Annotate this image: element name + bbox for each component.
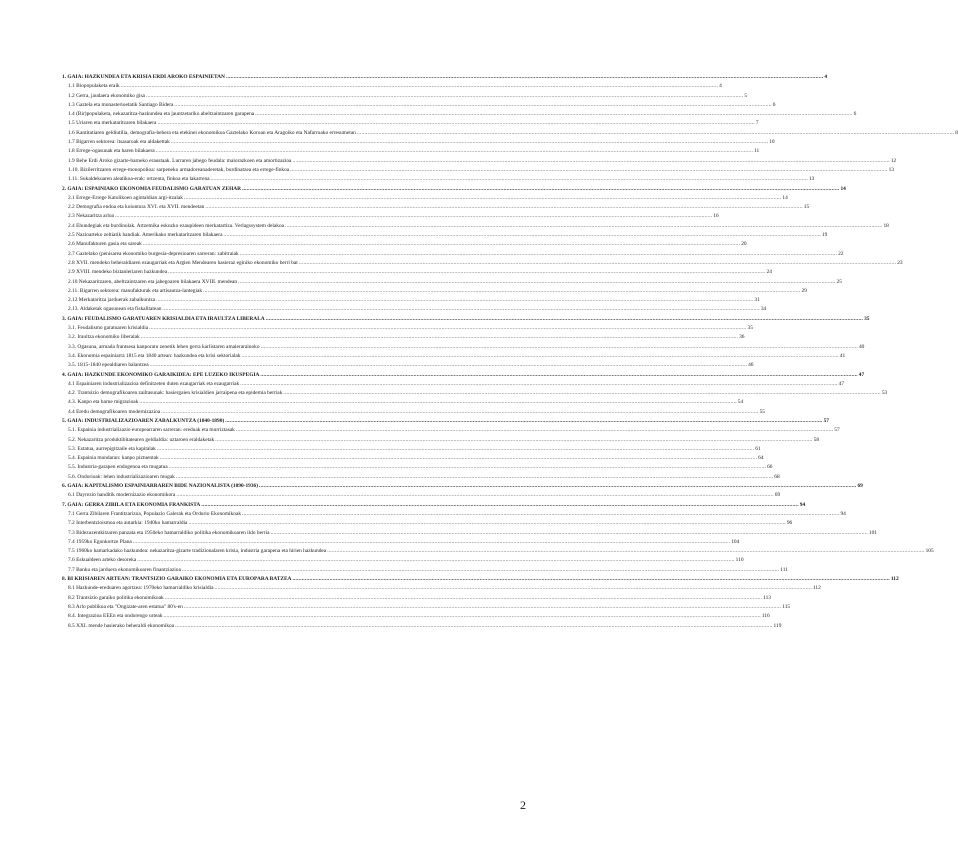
toc-entry-page: 113 (763, 594, 771, 601)
toc-section-row[interactable] (62, 612, 770, 621)
toc-entry-label: 5.5. Industria-garapen endogenoa eta mugatua (68, 464, 168, 471)
toc-leader-dots (214, 584, 811, 593)
toc-entry-label: 2.4 Ehundegiak eta burdinolak. Artzemika eskuzko ezaupideen merkatartiza. Verlagssystem delakoa (68, 222, 285, 229)
toc-entry-page: 35 (747, 325, 753, 332)
page-number: 2 (520, 798, 526, 812)
toc-entry-label: 7.5 1960ko hamarkadako hazkundea: nekazaritza-gizarte tradizionalaren krisia, industria garapena eta hirien hazkundea (68, 548, 327, 555)
toc-chapter-row[interactable] (62, 371, 865, 380)
toc-entry-page: 53 (881, 390, 888, 397)
toc-leader-dots (327, 547, 924, 556)
toc-leader-dots (162, 305, 759, 314)
toc-entry-page: 18 (883, 222, 889, 229)
toc-leader-dots (133, 538, 730, 547)
toc-section-row[interactable] (62, 343, 865, 352)
toc-entry-page: 24 (766, 269, 772, 276)
toc-leader-dots (141, 333, 738, 342)
toc-leader-dots (161, 408, 758, 417)
toc-entry-label: 4.1 Espainiaren industrializazioa definitzeten duten ezaugarriak eta ezaugarriak (68, 380, 240, 387)
toc-leader-dots (171, 138, 768, 147)
toc-entry-label: 8.2 Trantsizio garaiko politika ekonomikoak (68, 594, 164, 601)
toc-entry-label: 8.1 Hazkunde-ereduaren agortzea: 1970eko hamarraldiko krisialdia (68, 585, 214, 592)
toc-section-row[interactable] (62, 324, 753, 333)
toc-entry-page: 25 (836, 278, 842, 285)
toc-chapter-row[interactable] (62, 575, 899, 584)
toc-leader-dots (160, 454, 757, 463)
toc-leader-dots (270, 529, 867, 538)
toc-section-row[interactable] (62, 510, 846, 519)
toc-entry-page: 57 (823, 417, 829, 424)
toc-leader-dots (203, 287, 800, 296)
toc-section-row[interactable] (62, 426, 840, 435)
toc-leader-dots (215, 436, 812, 445)
toc-entry-label: 2.3 Nekazaritza arloa (68, 213, 114, 220)
toc-leader-dots (146, 92, 743, 101)
toc-leader-dots (175, 622, 772, 631)
toc-entry-page: 46 (748, 362, 754, 369)
toc-entry-label: 7.7 Banku eta jarduera ekonomikoaren finantziazioa (68, 566, 181, 573)
toc-entry-label: 2.7 Gaztelako (penisarea ekonomiko burgesia-depresioaren sarreran: zabitraiak (68, 250, 239, 257)
toc-entry-page: 66 (767, 464, 773, 471)
toc-section-row[interactable] (62, 129, 958, 138)
toc-entry-label: 2.11. Bigarren sektorea: manufakturak eta artisautza-lantegiak (68, 287, 203, 294)
toc-entry-label: 5.1. Espainia industrializazio europearraren sarreran: ereduak eta murriztasak (68, 427, 235, 434)
toc-section-row[interactable] (62, 296, 760, 305)
toc-entry-page: 116 (761, 613, 770, 620)
toc-section-row[interactable] (62, 398, 744, 407)
toc-entry-label: 2.9 XVIII. mendeko biztanleriaren hazkundea (68, 269, 168, 276)
toc-entry-label: 1. GAIA: HAZKUNDEA ETA KRISIA ERDI AROKO ESPAINIETAN (62, 74, 225, 80)
toc-section-row[interactable] (62, 278, 842, 287)
toc-entry-page: 4 (824, 74, 828, 80)
toc-section-row[interactable] (62, 92, 748, 101)
toc-entry-page: 54 (737, 399, 744, 406)
toc-leader-dots (283, 389, 880, 398)
toc-leader-dots (149, 324, 746, 333)
toc-entry-label: 2.1 Errege-Errege Katolikoen agintaldian argi-itzalak (68, 194, 183, 201)
toc-section-row[interactable] (62, 333, 745, 342)
toc-entry-page: 105 (925, 548, 934, 555)
toc-entry-page: 96 (786, 520, 793, 527)
toc-leader-dots (285, 222, 882, 231)
toc-entry-page: 94 (799, 501, 806, 508)
toc-section-row[interactable] (62, 287, 807, 296)
toc-leader-dots (174, 101, 771, 110)
toc-entry-page: 13 (888, 166, 894, 173)
toc-entry-label: 7.1 Gerra Zibilaren Frantitzarizoa, Populazio Galerak eta Ordorio Ekonomikoak (68, 510, 242, 517)
toc-entry-page: 41 (839, 352, 846, 359)
toc-leader-dots (226, 73, 823, 82)
toc-entry-label: 1.5 Uriaren eta merkataritzaren bilakaera (68, 120, 157, 127)
toc-entry-label: 8.4. Integrazioa EEEn eta ondorengo urteak (68, 613, 163, 620)
toc-entry-label: 3.4. Ekonomia espainiarra 1815 eta 1840 artean: hazkundea eta krisi sektorialak (68, 352, 241, 359)
toc-entry-label: 1.2 Gerra, jaudaera ekonomiko gisa (68, 92, 145, 99)
toc-leader-dots (168, 268, 765, 277)
toc-entry-page: 22 (838, 250, 844, 257)
toc-chapter-row[interactable] (62, 501, 806, 510)
toc-leader-dots (266, 315, 863, 324)
toc-entry-label: 1.7 Bigarren sektorea: itsasaroak eta aldakettak (68, 139, 170, 146)
toc-leader-dots (176, 473, 773, 482)
toc-section-row[interactable] (62, 538, 740, 547)
toc-entry-label: 4. GAIA: HAZKUNDE EKONOMIKO GARAIKIDEA: EPE LUZEKO IKUSPEGIA (62, 371, 260, 378)
toc-entry-page: 94 (840, 510, 846, 517)
toc-entry-page: 69 (774, 492, 781, 499)
toc-entry-label: 1.9 Behe Erdi Aroko gizarte-barneko eraustaak. Lurraren jabego feudala: maiorazkoen eta amortizazioa (68, 157, 292, 164)
toc-entry-page: 6 (853, 111, 857, 118)
toc-leader-dots (225, 417, 822, 426)
toc-leader-dots (238, 278, 835, 287)
toc-entry-page: 101 (868, 529, 877, 536)
toc-entry-label: 1.10. Bizilerritzaren errege-monopolioa: sarpeneko armadoreanaderetak, burdinatzea eta errege-finkoa (68, 166, 290, 173)
toc-leader-dots (184, 603, 781, 612)
toc-section-row[interactable] (62, 147, 760, 156)
toc-entry-label: 1.8 Errege-ogasunak eta haren bilakaera (68, 148, 155, 155)
toc-entry-page: 35 (864, 315, 870, 322)
toc-entry-label: 4.3. Kanpo eta barne migrazioak (68, 399, 139, 406)
toc-entry-label: 8. BI KRISIAREN ARTEAN: TRANTSIZIO GARAIKO EKONOMIA ETA EUROPARA BATZEA (62, 576, 292, 583)
toc-entry-page: 16 (713, 213, 719, 220)
toc-entry-page: 13 (808, 176, 815, 183)
toc-entry-label: 2.2 Demografia endoa eta koiuntura XVI. eta XVII. mendeetan (68, 204, 205, 211)
toc-section-row[interactable] (62, 138, 775, 147)
toc-entry-page: 64 (758, 455, 764, 462)
toc-entry-label: 7. GAIA: GERRA ZIBILA ETA EKONOMIA FRANKISTA (62, 501, 201, 508)
toc-section-row[interactable] (62, 529, 877, 538)
toc-entry-label: 8.5 XXI. mende hasierako beheraldi ekonomikoa (68, 622, 175, 629)
toc-chapter-row[interactable] (62, 185, 846, 194)
toc-entry-page: 29 (801, 287, 807, 294)
toc-entry-page: 61 (755, 445, 761, 452)
toc-leader-dots (163, 612, 760, 621)
toc-section-row[interactable] (62, 352, 846, 361)
toc-leader-dots (143, 240, 740, 249)
toc-section-row[interactable] (62, 222, 889, 231)
toc-entry-label: 3.2. Iraultza ekonomiko liberalak (68, 334, 140, 341)
toc-entry-label: 6. GAIA: KAPITALISMO ESPAINIARRAREN BIDE NAZIONALISTA (1890-1936) (62, 483, 259, 490)
toc-entry-label: 8.3 Arlo publikoa eta "Ongizate-aren estatua" 80's-en (68, 603, 183, 610)
toc-leader-dots (255, 110, 852, 119)
toc-leader-dots (139, 398, 736, 407)
toc-section-row[interactable] (62, 566, 788, 575)
toc-leader-dots (299, 259, 896, 268)
toc-entry-page: 10 (769, 139, 775, 146)
toc-section-row[interactable] (62, 445, 761, 454)
toc-section-row[interactable] (62, 584, 821, 593)
toc-entry-page: 55 (759, 408, 765, 415)
toc-entry-page: 47 (858, 371, 865, 378)
toc-entry-label: 4.2. Trantsizio demografikoaren zailtasunak: hasiergaien krisialdien jarraipena eta epidemia berriak (68, 390, 283, 397)
toc-entry-label: 7.6 Eskualdeen arteko desoreka (68, 557, 137, 564)
toc-entry-label: 2.10 Nekazaritzaren, abeltzaintzaren eta jabegoaren bilakaera XVIII. mendean (68, 278, 238, 285)
toc-section-row[interactable] (62, 194, 788, 203)
toc-entry-page: 112 (890, 576, 899, 583)
toc-leader-dots (223, 231, 820, 240)
toc-chapter-row[interactable] (62, 482, 863, 491)
toc-section-row[interactable] (62, 436, 820, 445)
toc-entry-label: 2.13. Aldaketak ogasunean eta fiskalitatean (68, 306, 162, 313)
toc-section-row[interactable] (62, 250, 844, 259)
toc-section-row[interactable] (62, 473, 780, 482)
toc-section-row[interactable] (62, 166, 894, 175)
toc-entry-label: 1.11. Sukaldekuaren aleatikoa-erak: ortzenta, finkoa eta lakarrena (68, 176, 210, 183)
toc-entry-page: 115 (782, 603, 791, 610)
toc-entry-page: 11 (754, 148, 760, 155)
table-of-contents (62, 73, 958, 631)
toc-entry-label: 2.6 Manufakturen gasia eta sareak (68, 241, 142, 248)
toc-section-row[interactable] (62, 622, 782, 631)
toc-entry-label: 2.8 XVII. mendeko beheraldiaren ezaugarriak eta Argien Mendearen hasieraz eginiko ekonomiko berri bat (68, 259, 298, 266)
toc-section-row[interactable] (62, 547, 934, 556)
toc-leader-dots (184, 194, 781, 203)
toc-leader-dots (241, 352, 838, 361)
toc-leader-dots (156, 296, 753, 305)
toc-entry-label: 2.5 Nazioarteko zeltiatik handiak. Amerikako merkataritzaren bilakaera (68, 232, 223, 239)
toc-entry-label: 1.4 (Bir)populaketa, nekazaritza-hazkundea eta jauntzetariko abeltzaintzaren garapena (68, 111, 255, 118)
toc-chapter-row[interactable] (62, 417, 829, 426)
toc-entry-page: 119 (773, 622, 782, 629)
toc-leader-dots (188, 519, 785, 528)
toc-entry-label: 1.6 Kantitatiaren geldiutilia, demografia-behera eta etekinei ekonomikoa Gaztelako Koroan eta Aragoiko eta Nafarroako erresumetan (68, 129, 356, 136)
toc-entry-page: 12 (890, 157, 897, 164)
toc-section-row[interactable] (62, 603, 791, 612)
toc-leader-dots (157, 119, 754, 128)
toc-entry-label: 7.3 Bidezuzentkitzaren panzata eta 1950eko hamarraldiko politika ekonomikoaren ildo berria (68, 529, 270, 536)
toc-entry-page: 34 (760, 306, 767, 313)
toc-leader-dots (169, 463, 766, 472)
toc-entry-label: 3. GAIA: FEUDALISMO GARATUAREN KRISIALDIA ETA IRAULTZA LIBERALA (62, 315, 265, 322)
toc-section-row[interactable] (62, 203, 810, 212)
toc-entry-label: 5.6. Ondorioak: lehen industrializazioaren mugak (68, 473, 175, 480)
toc-leader-dots (292, 157, 889, 166)
toc-section-row[interactable] (62, 463, 773, 472)
toc-entry-page: 14 (782, 194, 788, 201)
toc-leader-dots (211, 175, 808, 184)
toc-leader-dots (115, 212, 712, 221)
toc-leader-dots (259, 482, 856, 491)
toc-entry-page: 8 (955, 129, 958, 136)
toc-entry-page: 20 (741, 241, 747, 248)
toc-leader-dots (242, 510, 839, 519)
toc-entry-page: 104 (731, 538, 740, 545)
toc-entry-page: 15 (803, 204, 810, 211)
toc-entry-page: 111 (780, 566, 788, 573)
toc-entry-page: 23 (897, 259, 903, 266)
toc-entry-label: 3.1. Feudalismo garatuaren krisialdia (68, 325, 149, 332)
toc-entry-page: 110 (735, 557, 744, 564)
toc-section-row[interactable] (62, 101, 776, 110)
toc-section-row[interactable] (62, 491, 781, 500)
toc-leader-dots (121, 82, 718, 91)
toc-section-row[interactable] (62, 259, 903, 268)
toc-entry-page: 6 (772, 101, 776, 108)
toc-leader-dots (236, 426, 833, 435)
toc-leader-dots (357, 129, 954, 138)
toc-entry-label: 5. GAIA: INDUSTRIALIZAZIOAREN ZABALKUNTZA (1840-1890) (62, 417, 225, 424)
toc-section-row[interactable] (62, 594, 771, 603)
toc-entry-label: 2.12 Merkataritza jarduerak zabalkuntza (68, 297, 156, 304)
toc-entry-label: 1.3 Gaztela eta monasterioetatik Santiago Bidera (68, 101, 174, 108)
toc-entry-label: 1.1 Biopopulaketa eraik (68, 83, 120, 90)
toc-entry-label: 2. GAIA: ESPAINIAKO EKONOMIA FEUDALISMO GARATUAN ZEHAR (62, 185, 242, 192)
toc-leader-dots (292, 575, 889, 584)
toc-section-row[interactable] (62, 175, 815, 184)
toc-leader-dots (205, 203, 802, 212)
toc-leader-dots (157, 445, 754, 454)
toc-entry-page: 31 (754, 297, 760, 304)
toc-entry-page: 58 (813, 436, 820, 443)
toc-entry-page: 5 (744, 92, 748, 99)
toc-entry-page: 47 (838, 380, 845, 387)
toc-entry-label: 3.3. Ogasuna, armada frantsesa kanporatu zenetik lehen gerra karlistaren amaierarainoko (68, 343, 260, 350)
toc-leader-dots (182, 566, 779, 575)
toc-leader-dots (156, 147, 753, 156)
toc-entry-label: 6.1 Dayrezio handitik modernizazio ekonomikora (68, 492, 176, 499)
toc-section-row[interactable] (62, 361, 754, 370)
toc-section-row[interactable] (62, 305, 767, 314)
toc-section-row[interactable] (62, 556, 744, 565)
toc-section-row[interactable] (62, 119, 759, 128)
toc-entry-label: 7.4 1959ko Egonkortze Plana (68, 538, 132, 545)
toc-entry-page: 68 (774, 473, 780, 480)
toc-section-row[interactable] (62, 408, 765, 417)
toc-leader-dots (176, 491, 773, 500)
toc-entry-label: 5.3. Estatua, aurrepigitzaile eta kapitalak (68, 445, 156, 452)
toc-entry-page: 14 (840, 185, 846, 192)
toc-leader-dots (240, 380, 837, 389)
toc-entry-page: 19 (821, 232, 828, 239)
toc-leader-dots (165, 594, 762, 603)
toc-entry-page: 4 (719, 83, 722, 90)
toc-chapter-row[interactable] (62, 315, 870, 324)
toc-leader-dots (261, 343, 858, 352)
toc-section-row[interactable] (62, 389, 888, 398)
toc-entry-page: 40 (858, 343, 865, 350)
toc-leader-dots (290, 166, 887, 175)
toc-section-row[interactable] (62, 82, 722, 91)
toc-entry-page: 69 (857, 483, 863, 490)
toc-section-row[interactable] (62, 240, 747, 249)
toc-section-row[interactable] (62, 380, 845, 389)
toc-entry-page: 7 (755, 120, 759, 127)
toc-section-row[interactable] (62, 110, 857, 119)
toc-section-row[interactable] (62, 519, 793, 528)
toc-chapter-row[interactable] (62, 73, 828, 82)
toc-entry-page: 57 (834, 427, 840, 434)
toc-leader-dots (137, 556, 734, 565)
toc-entry-page: 112 (812, 585, 821, 592)
toc-section-row[interactable] (62, 454, 764, 463)
toc-section-row[interactable] (62, 231, 828, 240)
toc-entry-page: 36 (739, 334, 745, 341)
toc-entry-label: 7.2 Interbentzioismoa eta autarkia: 1940ko hamarraldia (68, 520, 188, 527)
toc-entry-label: 5.2. Nekazaritza produktibitatearen geldialdia: uztaroen eraldaketak (68, 436, 215, 443)
toc-leader-dots (201, 501, 798, 510)
toc-entry-label: 5.4. Espainia mundaran: kanpo piztuentak (68, 455, 159, 462)
toc-leader-dots (150, 361, 747, 370)
toc-leader-dots (242, 185, 839, 194)
toc-section-row[interactable] (62, 212, 719, 221)
toc-section-row[interactable] (62, 268, 772, 277)
toc-entry-label: 3.5. 1815-1840 epealdiaren balantzea (68, 362, 149, 369)
toc-leader-dots (240, 250, 837, 259)
toc-entry-label: 4.4 Eredu demografikoaren modernizazioa (68, 408, 161, 415)
toc-leader-dots (260, 371, 857, 380)
toc-section-row[interactable] (62, 157, 897, 166)
